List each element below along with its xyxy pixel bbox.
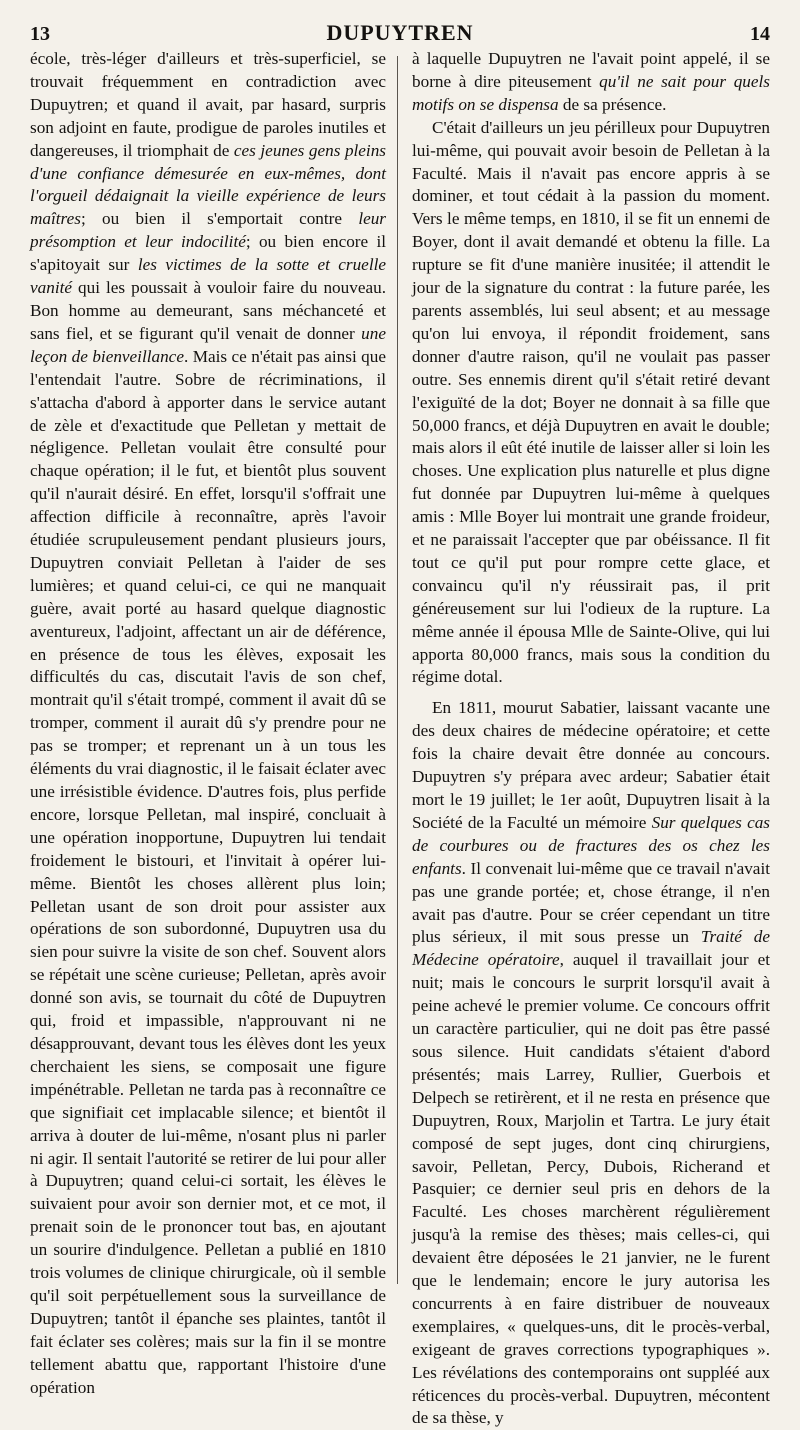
italic-run: les victimes de la sotte et cruelle vanité (30, 255, 386, 298)
paragraph (30, 48, 386, 1399)
italic-run: une leçon de bienveillance (30, 323, 386, 366)
italic-run: qu'il ne sait pour quels motifs on se dispensa (412, 71, 770, 114)
text-run: . Il convenait lui-même que ce travail n'avait pas une grande portée; et, chose étrange, il n'en avait pas d'autre. Pour se créer cependant un titre plus sérieux, il mit sous presse un (412, 858, 770, 947)
text-run: école, très-léger d'ailleurs et très-superficiel, se trouvait fréquemment en contradiction avec Dupuytren; et quand il avait, par hasard, surpris son adjoint en faute, prodigue de paroles inutiles et dangereuses, il triomphait de (30, 49, 386, 160)
page-number-right: 14 (750, 23, 770, 45)
paragraph (412, 697, 770, 1430)
left-column (30, 48, 386, 1399)
paragraph: C'était d'ailleurs un jeu périlleux pour Dupuytren lui-même, qui pouvait avoir besoin de Pelletan à la Faculté. Mais il n'avait pas encore appris à se dominer, et tout cédait à la passion du moment. Vers le même temps, en 1810, il se fit un ennemi de Boyer, dont il avait demandé et obtenu la fille. La rupture se fit d'une manière inusitée; il attendit le jour de la signature du contrat : la future parée, les parents assemblés, lui seul absent; et au message qu'on lui envoya, il répondit froidement, sans donner d'autre raison, qu'il ne voulait pas passer outre. Ses ennemis dirent qu'il s'était retiré devant l'exiguïté de la dot; Boyer ne donnait à sa fille que 50,000 francs, et déjà Dupuytren en avait le double; mais alors il eût été inutile de laisser aller si loin les choses. Une explication plus naturelle et plus digne fut donnée par Dupuytren lui-même à quelques amis : Mlle Boyer lui montrait une grande froideur, et ne paraissait l'accepter que par obéissance. Il fit tout ce qu'il put pour rompre cette glace, et convaincu qu'il n'y réussirait pas, il prit généreusement sur lui l'odieux de la rupture. La même année il épousa Mlle de Sainte-Olive, qui lui apporta 80,000 francs, mais sous la condition du régime dotal. (412, 117, 770, 687)
italic-run: Sur quelques cas de courbures ou de fractures des os chez les enfants (412, 812, 770, 878)
text-run: ; ou bien encore il s'apitoyait sur (30, 232, 386, 275)
paragraph (412, 48, 770, 117)
text-run: , auquel il travaillait jour et nuit; mais le concours le surprit lorsqu'il avait à peine achevé le premier volume. Ce concours offrit un caractère particulier, qui ne doit pas être passé sous silence. Huit candidats s'étaient d'abord présentés; mais Larrey, Rullier, Guerbois et Delpech se retirèrent, et il ne resta en présence que Dupuytren, Roux, Marjolin et Tartra. Le jury était composé de sept juges, dont cinq chirurgiens, savoir, Pelletan, Percy, Dubois, Richerand et Pasquier; ce dernier seul pris en dehors de la Faculté. Les choses marchèrent régulièrement jusqu'à la remise des thèses; mais celles-ci, qui devaient être déposées le 21 janvier, ne le furent que le lendemain; encore le jury autorisa les concurrents à en faire distribuer de nouveaux exemplaires, « quelques-uns, dit le procès-verbal, exigeant de graves corrections typographiques ». Les révélations des contemporains ont suppléé aux réticences du procès-verbal. Dupuytren, mécontent de sa thèse, y (412, 950, 771, 1428)
italic-run: leur présomption et leur indocilité (30, 209, 386, 252)
text-run: à laquelle Dupuytren ne l'avait point appelé, il se borne à dire piteusement (412, 49, 770, 91)
right-column (412, 48, 770, 1430)
text-run: de sa présence. (558, 94, 667, 114)
page-number-left: 13 (30, 23, 50, 45)
text-run: . Mais ce n'était pas ainsi que l'entendait l'autre. Sobre de récriminations, il s'attacha d'abord à apporter dans le service autant de zèle et d'exactitude que Pelletan y mettait de négligence. Pelletan voulait être consulté pour chaque opération; il le fut, et bientôt plus souvent qu'il n'aurait désiré. En effet, lorsqu'il s'offrait une affection difficile à reconnaître, après l'avoir étudiée scrupuleusement pendant plusieurs jours, Dupuytren conviait Pelletan à l'aider de ses lumières; et quand celui-ci, ce qui ne manquait guère, avait porté au hasard quelque diagnostic aventureux, l'adjoint, affectant un air de déférence, en présence de tous les élèves, exposait les difficultés du cas, discutait l'avis de son chef, montrait qu'il s'était trompé, comment il avait dû se tromper, comment il aurait dû s'y prendre pour ne pas se tromper; et reprenant un à un tous les éléments du vrai diagnostic, il le faisait éclater avec une irrésistible évidence. D'autres fois, plus perfide encore, lorsque Pelletan, mal inspiré, concluait à une opération inopportune, Dupuytren lui tendait froidement le bistouri, et l'invitait à opérer lui-même. Bientôt les choses allèrent plus loin; Pelletan usant de son droit pour assister aux opérations de son subordonné, Dupuytren usa du sien pour suivre la visite de son chef. Souvent alors se répétait une scène curieuse; Pelletan, après avoir donné son avis, se tournait du côté de Dupuytren qui, froid et impassible, n'approuvant ni ne désapprouvant, devant tous les élèves dont les yeux cherchaient les siens, se composait une figure impénétrable. Pelletan ne tarda pas à reconnaître ce que signifiait cet implacable silence; et bientôt il arriva à douter de lui-même, n'osant plus ni parler ni agir. Il sentait l'autorité se retirer de lui pour aller à Dupuytren; quand celui-ci sortait, les élèves le suivaient pour avoir son dernier mot, et ce mot, il prenait soin de le prononcer tout bas, en ajoutant un sourire d'indulgence. Pelletan a publié en 1810 trois volumes de clinique chirurgicale, où il semble qu'il soit perpétuellement sous la surveillance de Dupuytren; tantôt il épanche ses plaintes, tantôt il fait éclater ses colères; mais sur la fin il se montre tellement abattu que, rapportant l'histoire d'une opération (30, 346, 386, 1397)
italic-run: Traité de Médecine opératoire (412, 927, 770, 970)
text-run: qui les poussait à vouloir faire du nouveau. Bon homme au demeurant, sans méchanceté et sans fiel, et se figurant qu'il venait de donner (30, 278, 386, 343)
running-title: DUPUYTREN (326, 20, 474, 45)
column-divider (397, 56, 398, 1284)
running-header (30, 10, 770, 46)
text-run: ; ou bien il s'emportait contre (80, 209, 359, 229)
text-run: En 1811, mourut Sabatier, laissant vacante une des deux chaires de médecine opératoire; et cette fois la chaire devait être donnée au concours. Dupuytren s'y prépara avec ardeur; Sabatier était mort le 19 juillet; le 1er août, Dupuytren lisait à la Société de la Faculté un mémoire (412, 698, 770, 832)
italic-run: ces jeunes gens pleins d'une confiance démesurée en eux-mêmes, dont l'orgueil dédaignait la vieille expérience de leurs maîtres (30, 140, 386, 229)
